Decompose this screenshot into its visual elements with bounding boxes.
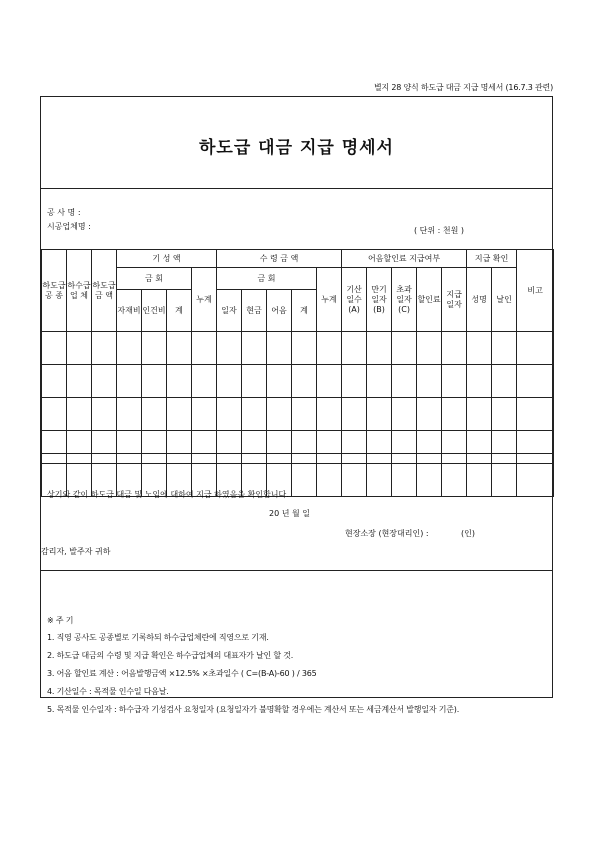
table-cell[interactable]	[42, 398, 67, 431]
table-cell[interactable]	[242, 365, 267, 398]
table-cell[interactable]	[417, 365, 442, 398]
note-item: 4. 기산일수 : 목적물 인수일 다음날.	[47, 687, 169, 696]
header-base-days: 기산 일수 (A)	[342, 268, 367, 332]
note-item: 5. 목적물 인수일자 : 하수급자 기성검사 요청일자 (요청일자가 불명확할 경우에는 계산서 또는 세금계산서 발행일자 기준).	[47, 705, 460, 714]
header-cumulative-paid: 누계	[192, 268, 217, 332]
header-cumulative-received: 누계	[317, 268, 342, 332]
table-cell[interactable]	[367, 365, 392, 398]
table-cell[interactable]	[317, 332, 342, 365]
note-item: 2. 하도급 대금의 수령 및 지급 확인은 하수급업체의 대표자가 날인 할 것.	[47, 651, 294, 660]
table-cell[interactable]	[342, 332, 367, 365]
header-pay-date: 지급 일자	[442, 268, 467, 332]
table-cell[interactable]	[267, 398, 292, 431]
form-identifier: 별지 28 양식 하도급 대금 지급 명세서 (16.7.3 관련)	[373, 83, 553, 92]
table-cell[interactable]	[492, 332, 517, 365]
header-bill: 어음	[267, 290, 292, 332]
table-cell[interactable]	[42, 332, 67, 365]
seal-mark: (인)	[461, 529, 475, 538]
form-frame	[40, 96, 553, 714]
header-cash: 현금	[242, 290, 267, 332]
note-item: 3. 어음 할인료 계산 : 어음발행금액 ×12.5% ×초과일수 ( C=(B-A)-60 ) / 365	[47, 669, 317, 678]
table-cell[interactable]	[267, 365, 292, 398]
table-cell[interactable]	[367, 398, 392, 431]
table-row	[42, 365, 554, 398]
table-cell[interactable]	[92, 365, 117, 398]
header-remarks: 비고	[517, 250, 554, 332]
header-this-time-received: 금 회	[217, 268, 317, 290]
table-cell[interactable]	[117, 332, 142, 365]
header-total-received: 계	[292, 290, 317, 332]
table-cell[interactable]	[292, 398, 317, 431]
confirm-statement: 상기와 같이 하도급 대금 및 노임에 대하여 지급 하였음을 확인합니다.	[47, 490, 289, 499]
header-material-cost: 자재비	[117, 290, 142, 332]
table-cell[interactable]	[492, 398, 517, 431]
table-cell[interactable]	[242, 398, 267, 431]
table-cell[interactable]	[517, 398, 554, 431]
table-cell[interactable]	[242, 332, 267, 365]
table-cell[interactable]	[167, 332, 192, 365]
table-cell[interactable]	[392, 365, 417, 398]
notes-heading: ※ 주 기	[47, 616, 74, 625]
table-cell[interactable]	[467, 398, 492, 431]
table-cell[interactable]	[517, 332, 554, 365]
header-labor-cost: 인건비	[142, 290, 167, 332]
table-cell[interactable]	[217, 332, 242, 365]
header-paid-amount: 기 성 액	[117, 250, 217, 268]
note-item: 1. 직영 공사도 공종별로 기록하되 하수급업체란에 직영으로 기재.	[47, 633, 269, 642]
table-cell[interactable]	[442, 398, 467, 431]
table-cell[interactable]	[142, 398, 167, 431]
confirmation-section	[41, 453, 552, 571]
title-box	[41, 97, 552, 189]
header-subcontract-amount: 하도급 금 액	[92, 250, 117, 332]
table-cell[interactable]	[192, 398, 217, 431]
header-excess-days: 초과 일자 (C)	[392, 268, 417, 332]
header-name: 성명	[467, 268, 492, 332]
header-date: 일자	[217, 290, 242, 332]
table-cell[interactable]	[167, 365, 192, 398]
table-cell[interactable]	[142, 365, 167, 398]
site-manager-label: 현장소장 (현장대리인) :	[345, 529, 429, 538]
document-title: 하도급 대금 지급 명세서	[199, 138, 394, 158]
contractor-name-label: 시공업체명 :	[47, 222, 91, 231]
header-subcontractor: 하수급 업 체	[67, 250, 92, 332]
table-cell[interactable]	[417, 332, 442, 365]
header-seal: 날인	[492, 268, 517, 332]
table-cell[interactable]	[217, 365, 242, 398]
table-cell[interactable]	[292, 365, 317, 398]
table-cell[interactable]	[317, 398, 342, 431]
table-cell[interactable]	[142, 332, 167, 365]
unit-label: ( 단위 : 천원 )	[413, 226, 464, 235]
header-this-time-paid: 금 회	[117, 268, 192, 290]
table-cell[interactable]	[342, 398, 367, 431]
table-cell[interactable]	[392, 398, 417, 431]
table-cell[interactable]	[467, 365, 492, 398]
table-cell[interactable]	[442, 365, 467, 398]
table-cell[interactable]	[67, 365, 92, 398]
header-bill-discount: 어음할인료 지급여부	[342, 250, 467, 268]
table-cell[interactable]	[67, 332, 92, 365]
table-cell[interactable]	[467, 332, 492, 365]
header-discount-fee: 할인료	[417, 268, 442, 332]
table-cell[interactable]	[42, 365, 67, 398]
table-cell[interactable]	[217, 398, 242, 431]
project-name-label: 공 사 명 :	[47, 208, 81, 217]
table-cell[interactable]	[517, 365, 554, 398]
table-cell[interactable]	[117, 365, 142, 398]
table-cell[interactable]	[192, 332, 217, 365]
table-cell[interactable]	[417, 398, 442, 431]
header-received-amount: 수 령 금 액	[217, 250, 342, 268]
table-cell[interactable]	[67, 398, 92, 431]
confirm-date: 20 년 월 일	[269, 509, 310, 518]
table-row	[42, 398, 554, 431]
header-maturity-days: 만기 일자 (B)	[367, 268, 392, 332]
table-row	[42, 332, 554, 365]
header-payment-confirm: 지급 확인	[467, 250, 517, 268]
table-cell[interactable]	[92, 398, 117, 431]
table-cell[interactable]	[392, 332, 417, 365]
table-cell[interactable]	[442, 332, 467, 365]
table-cell[interactable]	[342, 365, 367, 398]
table-cell[interactable]	[267, 332, 292, 365]
table-cell[interactable]	[492, 365, 517, 398]
table-cell[interactable]	[317, 365, 342, 398]
table-cell[interactable]	[292, 332, 317, 365]
table-cell[interactable]	[92, 332, 117, 365]
header-subcontract-type: 하도급 공 종	[42, 250, 67, 332]
header-total-paid: 계	[167, 290, 192, 332]
table-cell[interactable]	[367, 332, 392, 365]
table-cell[interactable]	[167, 398, 192, 431]
addressee-line: 감리자, 발주자 귀하	[41, 547, 111, 556]
table-cell[interactable]	[192, 365, 217, 398]
table-cell[interactable]	[117, 398, 142, 431]
